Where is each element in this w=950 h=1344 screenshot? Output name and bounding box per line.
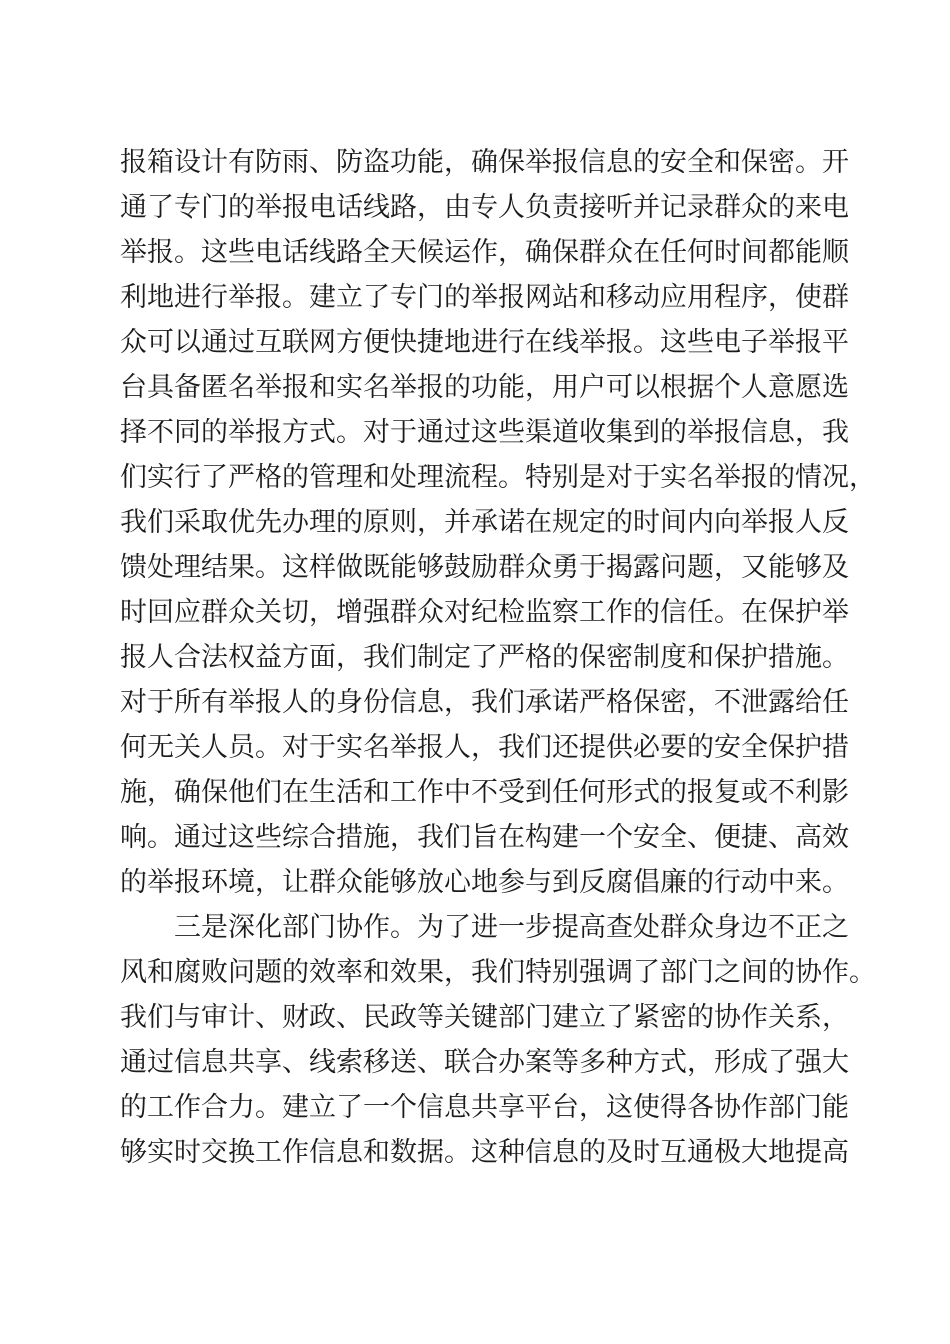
paragraph-first-line: 三是深化部门协作。为了进一步提高查处群众身边不正之 [174, 912, 849, 943]
text-line: 报人合法权益方面，我们制定了严格的保密制度和保护措施。 [120, 642, 849, 673]
text-line: 馈处理结果。这样做既能够鼓励群众勇于揭露问题，又能够及 [120, 552, 849, 583]
text-line: 举报。这些电话线路全天候运作，确保群众在任何时间都能顺 [120, 237, 849, 268]
text-line: 施，确保他们在生活和工作中不受到任何形式的报复或不利影 [120, 777, 849, 808]
text-line: 我们采取优先办理的原则，并承诺在规定的时间内向举报人反 [120, 507, 849, 538]
body-text [120, 140, 876, 1175]
text-line: 通过信息共享、线索移送、联合办案等多种方式，形成了强大 [120, 1047, 849, 1078]
text-line: 利地进行举报。建立了专门的举报网站和移动应用程序，使群 [120, 282, 849, 313]
text-line: 择不同的举报方式。对于通过这些渠道收集到的举报信息，我 [120, 417, 849, 448]
text-line: 何无关人员。对于实名举报人，我们还提供必要的安全保护措 [120, 732, 849, 763]
text-line: 对于所有举报人的身份信息，我们承诺严格保密，不泄露给任 [120, 687, 849, 718]
text-line: 我们与审计、财政、民政等关键部门建立了紧密的协作关系， [120, 1002, 849, 1033]
text-line: 台具备匿名举报和实名举报的功能，用户可以根据个人意愿选 [120, 372, 849, 403]
text-line: 的举报环境，让群众能够放心地参与到反腐倡廉的行动中来。 [120, 867, 849, 898]
text-line: 众可以通过互联网方便快捷地进行在线举报。这些电子举报平 [120, 327, 849, 358]
text-line: 通了专门的举报电话线路，由专人负责接听并记录群众的来电 [120, 192, 849, 223]
text-line: 够实时交换工作信息和数据。这种信息的及时互通极大地提高 [120, 1137, 849, 1168]
text-line: 们实行了严格的管理和处理流程。特别是对于实名举报的情况， [120, 462, 876, 493]
text-line: 响。通过这些综合措施，我们旨在构建一个安全、便捷、高效 [120, 822, 849, 853]
text-line: 报箱设计有防雨、防盗功能，确保举报信息的安全和保密。开 [120, 147, 849, 178]
text-line: 风和腐败问题的效率和效果，我们特别强调了部门之间的协作。 [120, 957, 876, 988]
text-line: 的工作合力。建立了一个信息共享平台，这使得各协作部门能 [120, 1092, 849, 1123]
text-line: 时回应群众关切，增强群众对纪检监察工作的信任。在保护举 [120, 597, 849, 628]
